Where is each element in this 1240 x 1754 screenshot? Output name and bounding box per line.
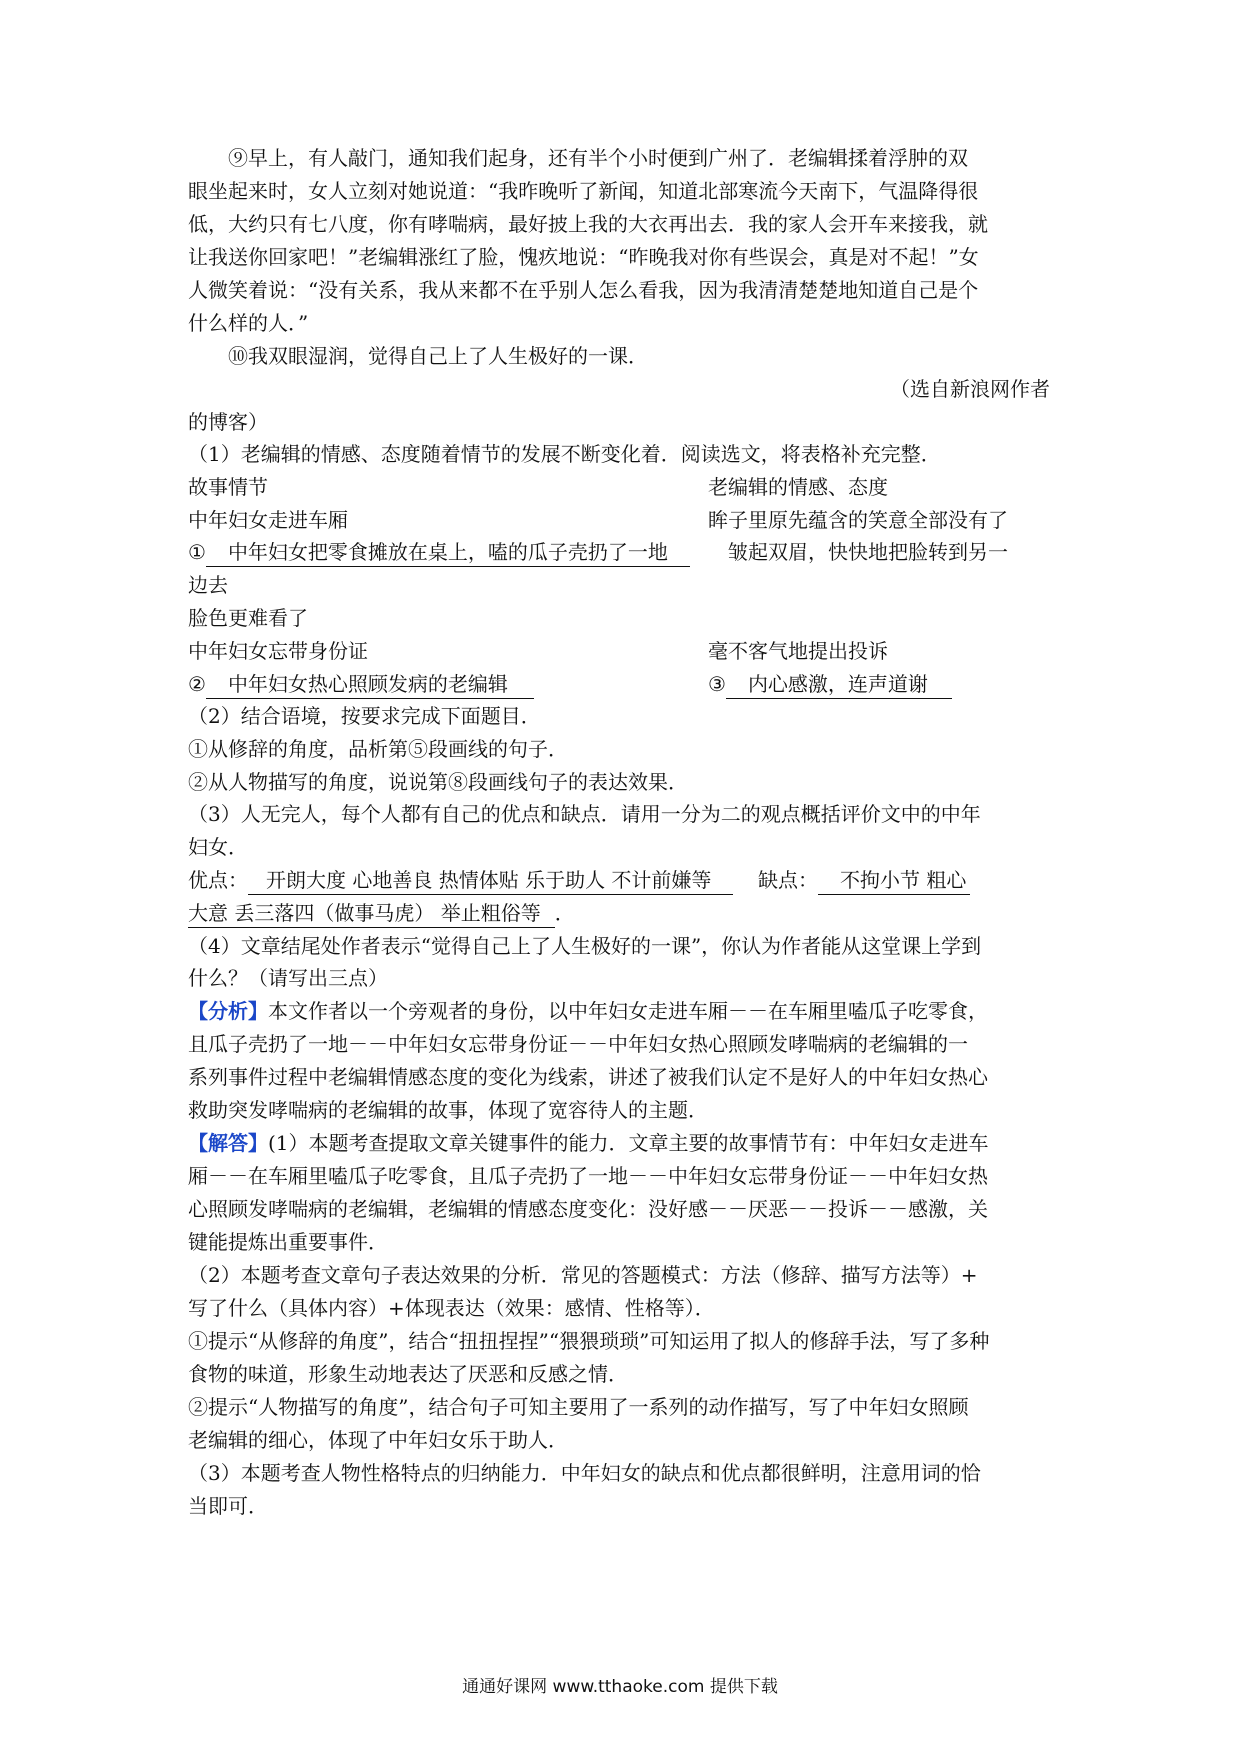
answer-line: ②提示“人物描写的角度”，结合句子可知主要用了一系列的动作描写，写了中年妇女照顾 xyxy=(188,1395,969,1419)
paragraph-9-line: 低，大约只有七八度，你有哮喘病，最好披上我的大衣再出去．我的家人会开车来接我，就 xyxy=(188,212,988,236)
answer-number: ② xyxy=(188,672,206,696)
table-cell-attitude: 眸子里原先蕴含的笑意全部没有了 xyxy=(708,508,1008,532)
paragraph-10: ⑩我双眼湿润，觉得自己上了人生极好的一课． xyxy=(228,344,648,368)
source-note-cont: 的博客） xyxy=(188,410,268,434)
table-header-plot: 故事情节 xyxy=(188,475,268,499)
table-cell-attitude: 毫不客气地提出投诉 xyxy=(708,639,888,663)
paragraph-9-line: ⑨早上，有人敲门，通知我们起身，还有半个小时便到广州了．老编辑揉着浮肿的双 xyxy=(228,146,968,170)
answer-line xyxy=(188,1133,989,1153)
source-note: （选自新浪网作者 xyxy=(890,377,1050,401)
filled-answer: 中年妇女热心照顾发病的老编辑 xyxy=(206,672,534,699)
analysis-line: 且瓜子壳扔了一地－－中年妇女忘带身份证－－中年妇女热心照顾发哮喘病的老编辑的一 xyxy=(188,1032,968,1056)
table-header-attitude: 老编辑的情感、态度 xyxy=(708,475,888,499)
analysis-tag: 【分析】 xyxy=(188,999,268,1023)
pros-text: 开朗大度 心地善良 热情体贴 乐于助人 不计前嫌等 xyxy=(248,868,733,895)
filled-answer: 中年妇女把零食摊放在桌上，嗑的瓜子壳扔了一地 xyxy=(206,540,690,567)
answer-line: 当即可． xyxy=(188,1494,268,1518)
answer-line: 厢－－在车厢里嗑瓜子吃零食，且瓜子壳扔了一地－－中年妇女忘带身份证－－中年妇女热 xyxy=(188,1164,988,1188)
table-cell-plot: 中年妇女走进车厢 xyxy=(188,508,348,532)
question-2-prompt: （2）结合语境，按要求完成下面题目． xyxy=(188,704,541,728)
table-answer-row xyxy=(188,542,690,562)
cons-text-cont: 大意 丢三落四（做事马虎） 举止粗俗等 xyxy=(188,901,555,928)
answer-line: ①提示“从修辞的角度”，结合“扭扭捏捏”“猥猥琐琐”可知运用了拟人的修辞手法，写了多种 xyxy=(188,1329,990,1353)
analysis-line: 系列事件过程中老编辑情感态度的变化为线索，讲述了被我们认定不是好人的中年妇女热心 xyxy=(188,1065,988,1089)
question-4-prompt-cont: 什么？（请写出三点） xyxy=(188,966,388,990)
answer-line: （2）本题考查文章句子表达效果的分析．常见的答题模式：方法（修辞、描写方法等）+ xyxy=(188,1263,978,1287)
paragraph-9-line: 什么样的人．” xyxy=(188,311,309,335)
answer-line: 心照顾发哮喘病的老编辑，老编辑的情感态度变化：没好感－－厌恶－－投诉－－感激，关 xyxy=(188,1197,988,1221)
table-cell-attitude-cont: 边去 xyxy=(188,573,228,597)
question-4-prompt: （4）文章结尾处作者表示“觉得自己上了人生极好的一课”，你认为作者能从这堂课上学到 xyxy=(188,934,982,958)
answer-line: 键能提炼出重要事件． xyxy=(188,1230,388,1254)
paragraph-9-line: 眼坐起来时，女人立刻对她说道：“我昨晚听了新闻，知道北部寒流今天南下，气温降得很 xyxy=(188,179,979,203)
answer-line: 老编辑的细心，体现了中年妇女乐于助人． xyxy=(188,1428,568,1452)
answer-number: ① xyxy=(188,540,206,564)
question-2b: ②从人物描写的角度，说说第⑧段画线句子的表达效果． xyxy=(188,770,688,794)
table-answer-row xyxy=(188,674,534,694)
paragraph-9-line: 人微笑着说：“没有关系，我从来都不在乎别人怎么看我，因为我清清楚楚地知道自己是个 xyxy=(188,278,979,302)
answer-line: 写了什么（具体内容）+体现表达（效果：感情、性格等）． xyxy=(188,1296,715,1320)
question-1-prompt: （1）老编辑的情感、态度随着情节的发展不断变化着．阅读选文，将表格补充完整． xyxy=(188,442,941,466)
analysis-text: 本文作者以一个旁观者的身份，以中年妇女走进车厢－－在车厢里嗑瓜子吃零食， xyxy=(268,999,988,1023)
cons-answer-cont xyxy=(188,903,575,923)
paragraph-9-line: 让我送你回家吧！”老编辑涨红了脸，愧疚地说：“昨晚我对你有些误会，真是对不起！”女 xyxy=(188,245,979,269)
question-2a: ①从修辞的角度，品析第⑤段画线的句子． xyxy=(188,737,568,761)
cons-answer xyxy=(758,870,970,890)
filled-answer: 内心感激，连声道谢 xyxy=(726,672,952,699)
answer-number: ③ xyxy=(708,672,726,696)
analysis-line xyxy=(188,1001,988,1021)
table-answer-row xyxy=(708,674,952,694)
answer-line: （3）本题考查人物性格特点的归纳能力．中年妇女的缺点和优点都很鲜明，注意用词的恰 xyxy=(188,1461,981,1485)
pros-answer xyxy=(188,870,733,890)
footer-credit: 通通好课网 www.tthaoke.com 提供下载 xyxy=(462,1677,778,1697)
analysis-line: 救助突发哮喘病的老编辑的故事，体现了宽容待人的主题． xyxy=(188,1098,708,1122)
table-cell-attitude: 脸色更难看了 xyxy=(188,606,308,630)
table-cell-plot: 中年妇女忘带身份证 xyxy=(188,639,368,663)
pros-label: 优点： xyxy=(188,868,248,892)
question-3-prompt: （3）人无完人，每个人都有自己的优点和缺点．请用一分为二的观点概括评价文中的中年 xyxy=(188,802,981,826)
period: ． xyxy=(554,901,575,925)
cons-text: 不拘小节 粗心 xyxy=(818,868,970,895)
answer-tag: 【解答】 xyxy=(188,1131,268,1155)
answer-text: (1）本题考查提取文章关键事件的能力．文章主要的故事情节有：中年妇女走进车 xyxy=(268,1131,989,1155)
question-3-prompt-cont: 妇女． xyxy=(188,835,248,859)
cons-label: 缺点： xyxy=(758,868,818,892)
answer-line: 食物的味道，形象生动地表达了厌恶和反感之情． xyxy=(188,1362,628,1386)
table-cell-attitude: 皱起双眉，快快地把脸转到另一 xyxy=(728,540,1008,564)
